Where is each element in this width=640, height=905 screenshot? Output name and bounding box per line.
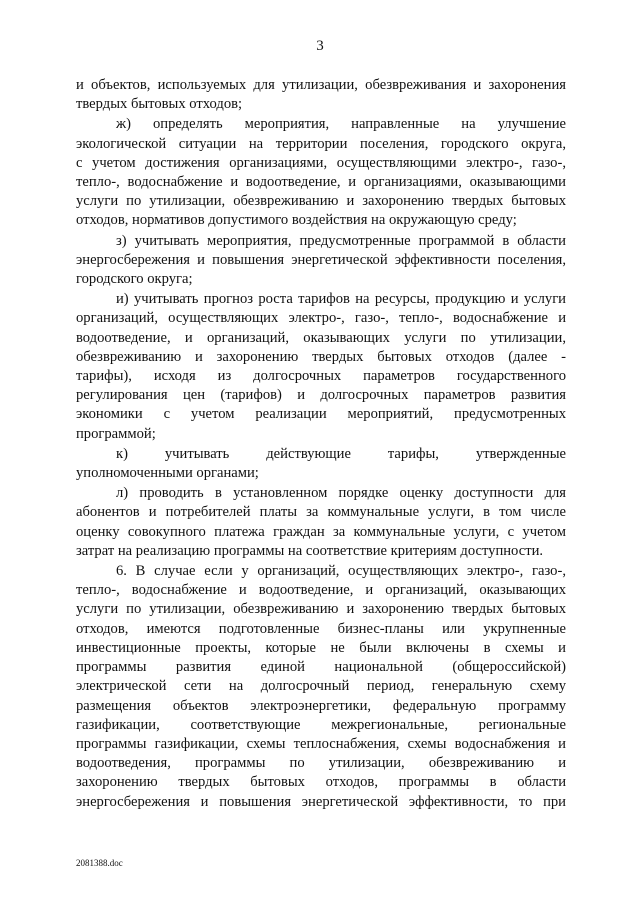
text-line: и объектов, используемых для утилизации, обезвреживания и захоронения	[76, 77, 566, 93]
text-line: городского округа;	[76, 271, 193, 288]
text-line: оценку совокупного платежа граждан за коммунальные услуги, с учетом	[76, 523, 566, 540]
text-line: ж) определять мероприятия, направленные на улучшение	[116, 116, 566, 133]
text-line: энергосбережения и повышения энергетической эффективности поселения,	[76, 251, 566, 268]
text-line: отходов, нормативов допустимого воздействия на окружающую среду;	[76, 212, 517, 229]
text-line: захоронению твердых бытовых отходов, программы в области	[76, 774, 566, 791]
text-line: затрат на реализацию программы на соответствие критериям доступности.	[76, 542, 544, 559]
text-line: отходов, имеются подготовленные бизнес-планы или укрупненные	[76, 620, 566, 637]
text-line: водоотведение, и организаций, оказывающих услуги по утилизации,	[76, 329, 566, 346]
text-line: к) учитывать действующие тарифы, утвержденные	[116, 445, 566, 462]
text-line: тепло-, водоснабжение и водоотведение, и организациями, оказывающими	[76, 174, 566, 191]
text-line: экологической ситуации на территории поселения, городского округа,	[76, 135, 566, 152]
text-line: газификации, соответствующие межрегиональные, региональные	[76, 716, 566, 733]
text-line: программы газификации, схемы теплоснабжения, схемы водоснабжения и	[76, 735, 566, 752]
text-line: электрической сети на долгосрочный период, генеральную схему	[76, 678, 566, 695]
document-body	[76, 76, 566, 813]
text-line: уполномоченными органами;	[76, 465, 259, 482]
paragraph	[76, 232, 566, 290]
paragraph	[76, 76, 566, 114]
text-line: и) учитывать прогноз роста тарифов на ресурсы, продукцию и услуги	[116, 291, 566, 308]
text-line: программой;	[76, 425, 156, 442]
text-line: услуги по утилизации, обезвреживанию и захоронению твердых бытовых	[76, 601, 566, 618]
text-line: экономики с учетом реализации мероприятий, предусмотренных	[76, 406, 566, 423]
text-line: тепло-, водоснабжение и водоотведение, и организаций, оказывающих	[76, 582, 566, 599]
text-line: с учетом достижения организациями, осуществляющими электро-, газо-,	[76, 154, 566, 171]
paragraph	[76, 445, 566, 483]
text-line: размещения объектов электроэнергетики, федеральную программу	[76, 697, 566, 714]
document-footer-filename: 2081388.doc	[76, 858, 123, 868]
text-line: абонентов и потребителей платы за коммунальные услуги, в том числе	[76, 504, 566, 521]
text-line: л) проводить в установленном порядке оценку доступности для	[116, 485, 566, 502]
text-line: обезвреживанию и захоронению твердых бытовых отходов (далее -	[76, 348, 566, 365]
paragraph	[76, 290, 566, 444]
paragraph	[76, 562, 566, 812]
text-line: организаций, осуществляющих электро-, газо-, тепло-, водоснабжение и	[76, 310, 566, 327]
page-number: 3	[316, 38, 324, 54]
paragraph	[76, 115, 566, 230]
text-line: водоотведения, программы по утилизации, обезвреживанию и	[76, 755, 566, 772]
text-line: 6. В случае если у организаций, осуществляющих электро-, газо-,	[116, 563, 566, 580]
text-line: программы развития единой национальной (общероссийской)	[76, 659, 566, 676]
text-line: твердых бытовых отходов;	[76, 96, 243, 113]
text-line: энергосбережения и повышения энергетической эффективности, то при	[76, 793, 566, 810]
text-line: инвестиционные проекты, которые не были включены в схемы и	[76, 639, 566, 656]
text-line: тарифы), исходя из долгосрочных параметров государственного	[76, 368, 566, 385]
text-line: з) учитывать мероприятия, предусмотренные программой в области	[116, 232, 566, 249]
text-line: услуги по утилизации, обезвреживанию и захоронению твердых бытовых	[76, 193, 566, 210]
text-line: регулирования цен (тарифов) и долгосрочных параметров развития	[76, 387, 566, 404]
paragraph	[76, 484, 566, 561]
